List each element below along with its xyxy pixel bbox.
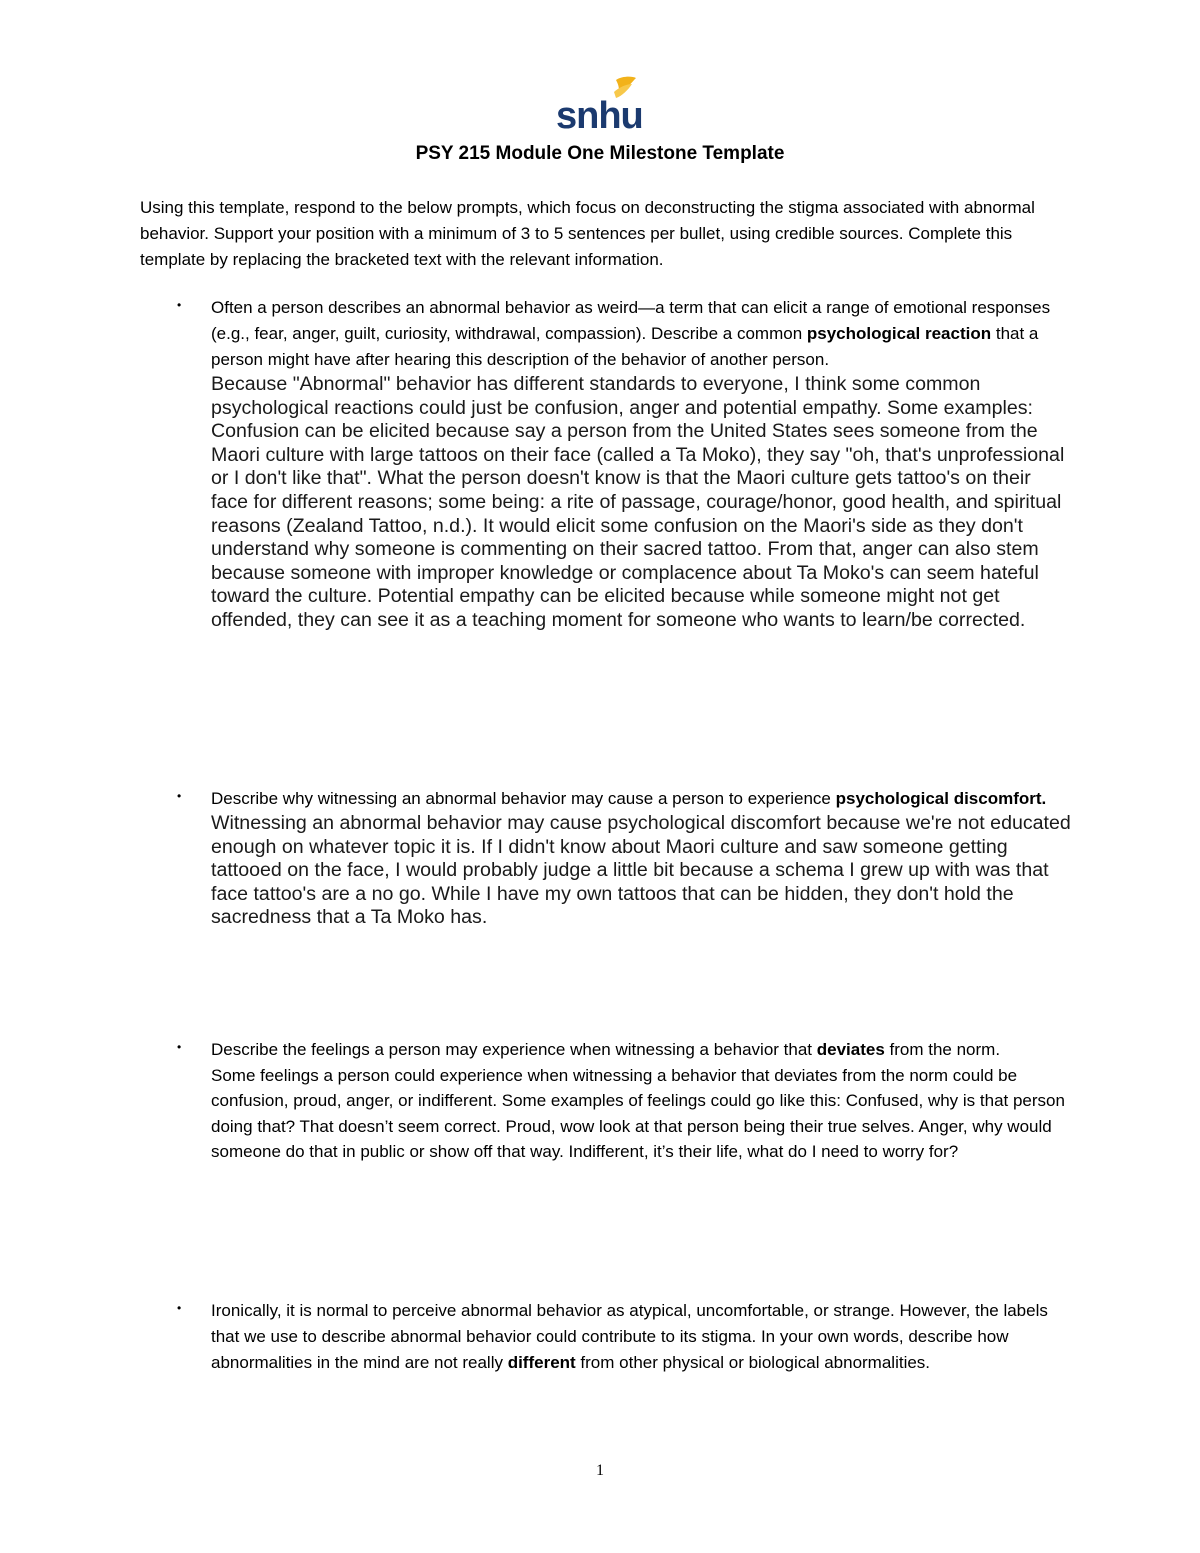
- answer-2: Witnessing an abnormal behavior may cause psychological discomfort because we're not educated enough on whatever topic it is. If I didn't know about Maori culture and saw someone getting tattooed on the face, I would probably judge a little bit because a schema I grew up with was that face tattoo's are a no go. While I have my own tattoos that can be hidden, they don't hold the sacredness that a Ta Moko has.: [211, 812, 1071, 929]
- prompt-1: Often a person describes an abnormal behavior as weird—a term that can elicit a range of emotional responses (e.g., fear, anger, guilt, curiosity, withdrawal, compassion). Describe a common psychological reaction that a person might have after hearing this description of the behavior of another person.: [211, 298, 1051, 369]
- bullet-item-1: [140, 295, 1070, 633]
- document-title: PSY 215 Module One Milestone Template: [415, 143, 785, 164]
- answer-3: Some feelings a person could experience when witnessing a behavior that deviates from the norm could be confusion, proud, anger, or indifferent. Some examples of feelings could go like this: Confused, why is that person doing that? That doesn’t seem correct. Proud, wow look at that person being their true selves. Anger, why would someone do that in public or show off that way. Indifferent, it’s their life, what do I need to worry for?: [211, 1066, 1065, 1162]
- bullet-item-2: [140, 786, 1070, 930]
- prompt-4: Ironically, it is normal to perceive abnormal behavior as atypical, uncomfortable, or strange. However, the labels that we use to describe abnormal behavior could contribute to its stigma. In your own words, describe how abnormalities in the mind are not really different from other physical or biological abnormalities.: [211, 1301, 1048, 1372]
- page-number: 1: [596, 1462, 604, 1479]
- bullet-icon: •: [177, 298, 182, 312]
- bullet-icon: •: [177, 1301, 182, 1315]
- bullet-item-3: [140, 1037, 1070, 1165]
- prompt-2: Describe why witnessing an abnormal behavior may cause a person to experience psychological discomfort.: [211, 789, 1047, 808]
- intro-paragraph: Using this template, respond to the below prompts, which focus on deconstructing the stigma associated with abnormal behavior. Support your position with a minimum of 3 to 5 sentences per bullet, using credible sources. Complete this template by replacing the bracketed text with the relevant information.: [140, 198, 1035, 269]
- snhu-logo-graphic: [548, 74, 658, 134]
- snhu-logo: [548, 74, 658, 134]
- svg-text:snhu: snhu: [556, 95, 643, 134]
- bullet-item-4: [140, 1298, 1070, 1376]
- bullet-icon: •: [177, 789, 182, 803]
- prompt-3: Describe the feelings a person may experience when witnessing a behavior that deviates from the norm.: [211, 1040, 1001, 1059]
- bullet-icon: •: [177, 1040, 182, 1054]
- answer-1: Because "Abnormal" behavior has different standards to everyone, I think some common psychological reactions could just be confusion, anger and potential empathy. Some examples: Confusion can be elicited because say a person from the United States sees someone from the Maori culture with large tattoos on their face (called a Ta Moko), they say "oh, that's unprofessional or I don't like that". What the person doesn't know is that the Maori culture gets tattoo's on their face for different reasons; some being: a rite of passage, courage/honor, good health, and spiritual reasons (Zealand Tattoo, n.d.). It would elicit some confusion on the Maori's side as they don't understand why someone is commenting on their sacred tattoo. From that, anger can also stem because someone with improper knowledge or complacence about Ta Moko's can seem hateful toward the culture. Potential empathy can be elicited because while someone might not get offended, they can see it as a teaching moment for someone who wants to learn/be corrected.: [211, 373, 1065, 631]
